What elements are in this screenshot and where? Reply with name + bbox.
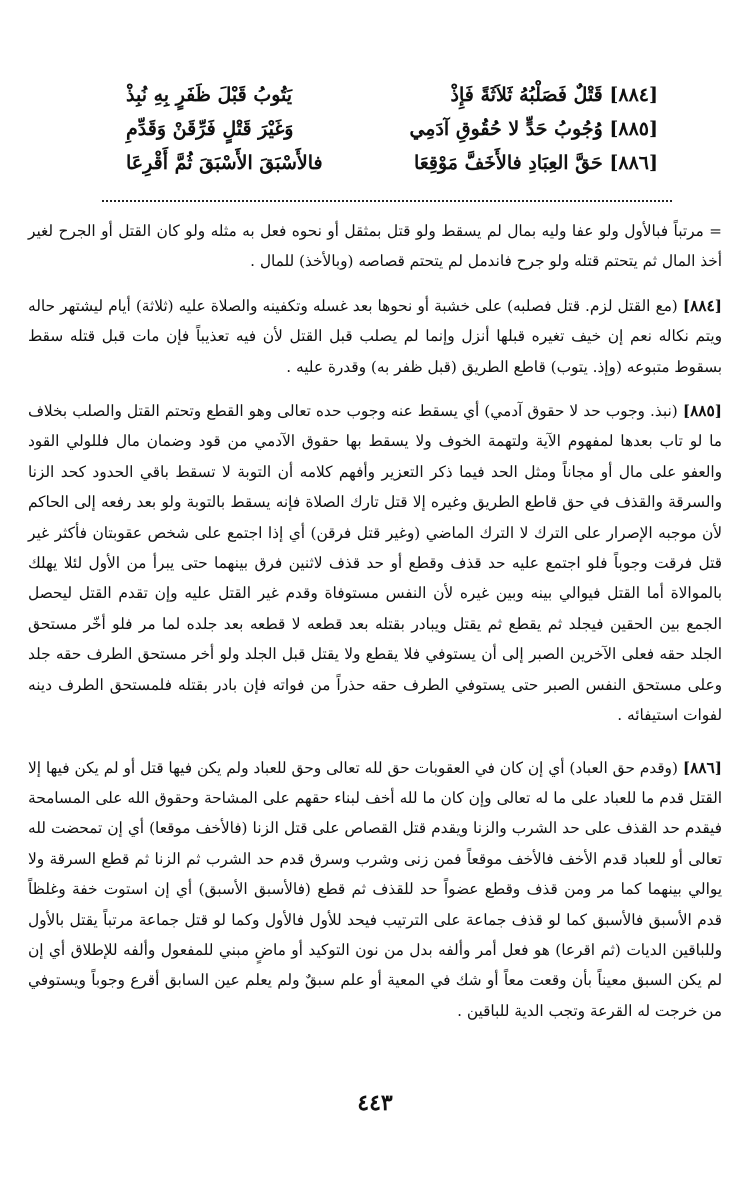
verse-hemistich-first: [٨٨٥] وُجُوبُ حَدٍّ لا حُقُوقِ آدَمِي — [409, 118, 658, 140]
verse-886 — [126, 146, 658, 180]
commentary-continuation: = مرتباً فبالأول ولو عفا وليه بمال لم يسقط ولو قتل بمثقل أو نحوه فعل به مثله ولو كان القتل أو الجرح لغير أخذ المال ثم يتحتم قتله ولو جرح فاندمل لم يتحتم قصاصه (وبالأخذ) للمال . — [28, 222, 722, 271]
verse-885 — [126, 112, 658, 146]
dotted-divider — [102, 200, 672, 202]
paragraph-number: [٨٨٥] — [682, 402, 722, 421]
verse-block — [126, 78, 658, 180]
verse-hemistich-first: [٨٨٤] قَتْلٌ فَصَلْبُهُ ثَلاَثَةً فَإِذْ — [450, 84, 658, 106]
verse-hemistich-second: يَتُوبُ قَبْلَ ظَفَرٍ بِهِ نُبِذْ — [126, 84, 293, 106]
verse-hemistich-first: [٨٨٦] حَقَّ العِبَادِ فالأَخَفَّ مَوْقِعَا — [413, 152, 658, 174]
paragraph-text: (نبذ. وجوب حد لا حقوق آدمي) أي يسقط عنه وجوب حده تعالى وهو القطع وتحتم القتل والصلب بخلاف ما لو تاب بعدها لمفهوم الآية ولتهمة الخوف ولا يسقط بها حقوق الآدمي من قود وضمان مال فللولي القود والعفو على مال أو مجاناً ومثل الحد فيما ذكر التعزير وأفهم كلامه أن التوبة لا تسقط باقي الحدود كحد الزنا والسرقة والقذف في حق قاطع الطريق وغيره إلا قتل تارك الصلاة فإنه يسقط بالتوبة ولو بعد رفعه إلى الحاكم لأن موجبه الإصرار على الترك لا الترك الماضي (وغير قتل فرقن) أي إذا اجتمع على شخص عقوبتان فأكثر غير قتل فرقت وجوباً فلو اجتمع عليه حد قذف وقطع أو حد قذف لاثنين فرق بينهما حتى يبرأ من الأول لئلا يهلك بالموالاة أما القتل فيوالي بينه وبين غيره لأن النفس مستوفاة وقدم غير القتل عليه وإن تقدم القتل ليحصل الجمع بين الحقين فيجلد ثم يقطع ثم يقتل ويبادر بقتله بعد قطعه لا قطعه بعد جلده لما مر فلو أخّر مستحق الجلد حقه فعلى الآخرين الصبر إلى أن يستوفي فلا يقطع ولا يقتل قبل الجلد ولو أخر مستحق الطرف حقه جلد وعلى مستحق النفس الصبر حتى يستوفي الطرف حقه حذراً من فواته فإن بادر بقتله فلمستحق الطرف دينه لفوات استيفائه . — [28, 402, 722, 725]
paragraph-number: [٨٨٤] — [682, 296, 722, 315]
verse-hemistich-second: وَغَيْرَ قَتْلٍ فَرِّقَنْ وَقَدِّمِ — [126, 118, 294, 140]
paragraph-text: (مع القتل لزم. قتل فصلبه) على خشبة أو نحوها بعد غسله وتكفينه والصلاة عليه (ثلاثة) أيام ليشتهر حاله ويتم نكاله نعم إن خيف تغيره قبلها أنزل وإنما لم يصلب قبل القتل لأن فيه تعذيباً فإن مات قبل قتله سقط بسقوط متبوعه (وإذ. يتوب) قاطع الطريق (قبل ظفر به) وقدرة عليه . — [28, 296, 722, 376]
page-number: ٤٤٣ — [357, 1090, 393, 1116]
verse-884 — [126, 78, 658, 112]
commentary-paragraph-884 — [28, 291, 722, 382]
commentary-body — [28, 216, 722, 1026]
commentary-paragraph-886 — [28, 753, 722, 1027]
verse-hemistich-second: فالأَسْبَقَ الأَسْبَقَ ثُمَّ أَقْرِعَا — [126, 152, 323, 174]
paragraph-text: (وقدم حق العباد) أي إن كان في العقوبات حق لله تعالى وحق للعباد ولم يكن فيها قتل أو لم يكن فيها إلا القتل قدم ما للعباد على ما له تعالى وإن كان ما لله أخف لبناء حقهم على المشاحة وحقوق الله على المسامحة فيقدم حد القذف على حد الشرب والزنا ويقدم قتل القصاص على قتل الزنا (فالأخف موقعا) أي إن تمحضت لله تعالى أو للعباد قدم الأخف فالأخف موقعاً فمن زنى وشرب وسرق قدم حد الشرب ثم الزنا ثم قطع السرقة ولا يوالي بينهما كما مر ومن قذف وقطع عضواً حد للقذف ثم قطع (فالأسبق الأسبق) أي إن استوت خفة وغلظاً قدم الأسبق فالأسبق كما لو قذف جماعة على الترتيب فيحد للأول فالأول وكما لو قتل جماعة مرتباً يقتل بالأول وللباقين الديات (ثم اقرعا) هو فعل أمر وألفه بدل من نون التوكيد أو ماضٍ مبني للمفعول وألفه للإطلاق أي إن لم يكن السبق معيناً بأن وقعت معاً أو شك في المعية أو علم سبقٌ ولم يعلم عين السابق أقرع وجوباً ويستوفي من خرجت له القرعة وتجب الدية للباقين . — [28, 758, 722, 1020]
paragraph-number: [٨٨٦] — [682, 758, 722, 777]
commentary-paragraph-885 — [28, 396, 722, 730]
